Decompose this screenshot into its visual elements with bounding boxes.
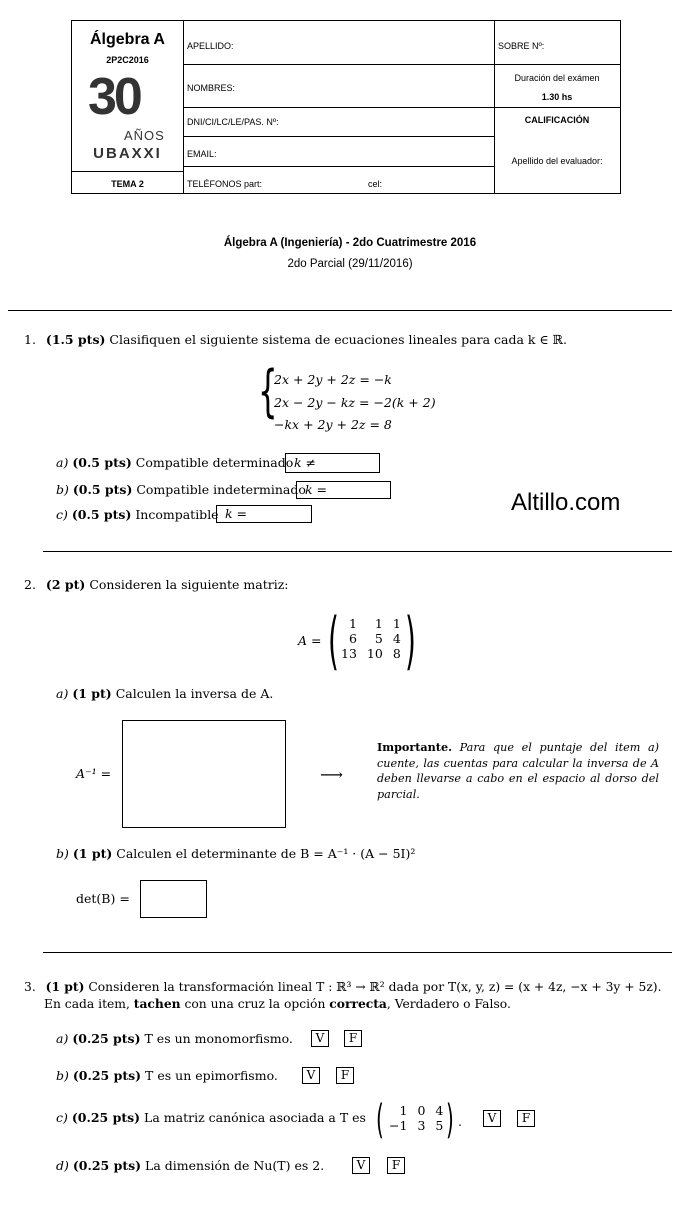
false-option-a[interactable]: F (344, 1030, 362, 1047)
sobre-label: SOBRE Nº: (498, 41, 545, 51)
matrix-cell: 4 (392, 631, 401, 646)
logo-sub: AÑOS (124, 128, 165, 143)
q3-item-a (56, 1031, 293, 1046)
q2-statement (24, 577, 289, 592)
item-points: (1 pt) (72, 686, 112, 701)
matrix-cell: 13 (341, 646, 357, 661)
item-text: La dimensión de Nu(T) es 2. (145, 1158, 325, 1173)
duracion-value: 1.30 hs (541, 92, 573, 102)
telefonos-label: TELÉFONOS part: (187, 179, 263, 189)
dni-label: DNI/CI/LC/LE/PAS. Nº: (187, 117, 279, 127)
item-text: La matriz canónica asociada a T es (144, 1110, 366, 1125)
true-option-c[interactable]: V (483, 1110, 501, 1127)
matrix-cell: 10 (366, 646, 383, 661)
item-text: Compatible determinado (135, 455, 294, 470)
important-title: Importante. (377, 740, 452, 754)
matrix-cell: 1 (348, 616, 357, 631)
exam-header (71, 20, 621, 194)
item-label: a) (56, 455, 69, 470)
answer-box-label: k ≠ (294, 455, 317, 470)
q3-text: Consideren la transformación lineal T : ℝ³ → ℝ² dada por T(x, y, z) = (x + 4z, −x + 3y + 5z). (88, 980, 662, 994)
evaluador-label: Apellido del evaluador: (511, 156, 603, 166)
det-label: det(B) = (76, 891, 130, 906)
instr-bold: correcta (329, 996, 387, 1011)
det-answer-box[interactable] (140, 880, 207, 918)
false-option-b[interactable]: F (336, 1067, 354, 1084)
item-points: (0.5 pts) (72, 482, 133, 497)
matrix-cell: −1 (389, 1118, 408, 1133)
false-option-d[interactable]: F (387, 1157, 405, 1174)
q2-number: 2. (24, 577, 36, 592)
instr-part: En cada item, (44, 997, 134, 1011)
q1-statement (24, 332, 567, 347)
true-option-a[interactable]: V (311, 1030, 329, 1047)
item-points: (0.25 pts) (72, 1158, 142, 1173)
item-label: b) (56, 1068, 69, 1083)
matrix-cell: 0 (417, 1103, 426, 1118)
divider (8, 310, 672, 311)
answer-box-label: k = (225, 506, 248, 521)
matrix-a-label: A = (298, 633, 322, 648)
q2-item-a (56, 686, 273, 701)
matrix-cell: 1 (392, 616, 401, 631)
item-points: (0.5 pts) (71, 507, 132, 522)
matrix-cell: 5 (435, 1118, 444, 1133)
logo-number: 30 (88, 68, 140, 126)
q1-item-b (56, 482, 306, 497)
matrix-cell: 1 (399, 1103, 408, 1118)
matrix-right-paren: ) (446, 1097, 454, 1143)
divider (43, 551, 672, 552)
equation-3: −kx + 2y + 2z = 8 (274, 417, 392, 432)
instr-bold: tachen (133, 996, 181, 1011)
system-brace: { (258, 359, 278, 424)
matrix-row (336, 631, 406, 646)
answer-box-a[interactable] (285, 453, 380, 473)
inverse-answer-box[interactable] (122, 720, 286, 828)
calificacion-label: CALIFICACIÓN (524, 115, 590, 125)
q2-text: Consideren la siguiente matriz: (89, 577, 289, 592)
q1-points: (1.5 pts) (45, 332, 106, 347)
item-label: c) (56, 1110, 68, 1125)
matrix-cell: 3 (417, 1118, 426, 1133)
matrix-left-paren: ( (376, 1097, 384, 1143)
matrix-row (336, 646, 406, 661)
item-label: a) (56, 686, 69, 701)
q3-points: (1 pt) (45, 979, 85, 994)
matrix-row (384, 1103, 448, 1118)
canonical-matrix (384, 1103, 448, 1133)
item-text: Compatible indeterminado (136, 482, 306, 497)
important-note (377, 740, 659, 802)
divider (43, 952, 672, 953)
item-points: (0.5 pts) (72, 455, 132, 470)
watermark: Altillo.com (511, 489, 621, 516)
item-label: b) (56, 482, 69, 497)
q3-statement (24, 979, 680, 994)
true-option-d[interactable]: V (352, 1157, 370, 1174)
matrix-cell: 4 (435, 1103, 444, 1118)
period: . (458, 1114, 462, 1129)
q3-item-b (56, 1068, 278, 1083)
item-label: d) (56, 1158, 69, 1173)
tema-label: TEMA 2 (111, 179, 144, 189)
matrix-cell: 8 (392, 646, 401, 661)
equation-2: 2x − 2y − kz = −2(k + 2) (274, 395, 436, 410)
q1-number: 1. (24, 332, 36, 347)
matrix-cell: 5 (374, 631, 383, 646)
q3-item-d (56, 1158, 324, 1173)
matrix-row (384, 1118, 448, 1133)
logo-brand: UBAXXI (93, 145, 162, 162)
item-label: b) (56, 846, 69, 861)
answer-box-b[interactable] (296, 481, 391, 499)
exam-subtitle: 2do Parcial (29/11/2016) (287, 258, 413, 270)
q3-item-c (56, 1110, 366, 1125)
true-option-b[interactable]: V (302, 1067, 320, 1084)
equation-1: 2x + 2y + 2z = −k (274, 372, 392, 387)
instr-part: con una cruz la opción (180, 997, 330, 1011)
matrix-a (336, 616, 406, 661)
item-points: (1 pt) (72, 846, 113, 861)
answer-box-label: k = (305, 482, 328, 497)
inverse-label: A⁻¹ = (76, 766, 112, 781)
q3-number: 3. (24, 980, 36, 994)
matrix-left-paren: ( (328, 604, 339, 677)
item-label: c) (56, 507, 68, 522)
item-points: (0.25 pts) (71, 1110, 141, 1125)
answer-box-c[interactable] (216, 505, 312, 523)
q2-points: (2 pt) (45, 577, 86, 592)
item-text: T es un epimorfismo. (145, 1068, 278, 1083)
q1-item-a (56, 455, 293, 470)
item-text: Incompatible (135, 507, 219, 522)
q2-item-b (56, 846, 415, 861)
exam-code: 2P2C2016 (106, 55, 149, 65)
apellido-label: APELLIDO: (187, 41, 234, 51)
q1-text: Clasifiquen el siguiente sistema de ecuaciones lineales para cada k ∈ ℝ. (109, 332, 568, 347)
matrix-row (336, 616, 406, 631)
matrix-cell: 6 (348, 631, 357, 646)
matrix-right-paren: ) (405, 604, 416, 677)
matrix-cell: 1 (374, 616, 383, 631)
item-points: (0.25 pts) (72, 1068, 142, 1083)
course-title: Álgebra A (90, 31, 165, 48)
important-text: Para que el puntaje del item a) cuente, las cuentas para calcular la inversa de A deben llevarse a cabo en el espacio al dorso del parcial. (377, 741, 659, 801)
item-text: Calculen el determinante de B = A⁻¹ · (A − 5I)² (116, 846, 416, 861)
arrow-icon: ⟶ (320, 765, 343, 784)
duracion-label: Duración del exámen (514, 73, 600, 83)
false-option-c[interactable]: F (517, 1110, 535, 1127)
item-label: a) (56, 1031, 69, 1046)
item-points: (0.25 pts) (72, 1031, 141, 1046)
q3-instructions (44, 996, 511, 1011)
exam-title: Álgebra A (Ingeniería) - 2do Cuatrimestre 2016 (223, 237, 477, 249)
nombres-label: NOMBRES: (187, 83, 236, 93)
instr-part: , Verdadero o Falso. (386, 997, 511, 1011)
cel-label: cel: (368, 179, 383, 189)
q1-item-c (56, 507, 219, 522)
email-label: EMAIL: (187, 149, 217, 159)
item-text: Calculen la inversa de A. (115, 686, 274, 701)
item-text: T es un monomorfismo. (144, 1031, 293, 1046)
